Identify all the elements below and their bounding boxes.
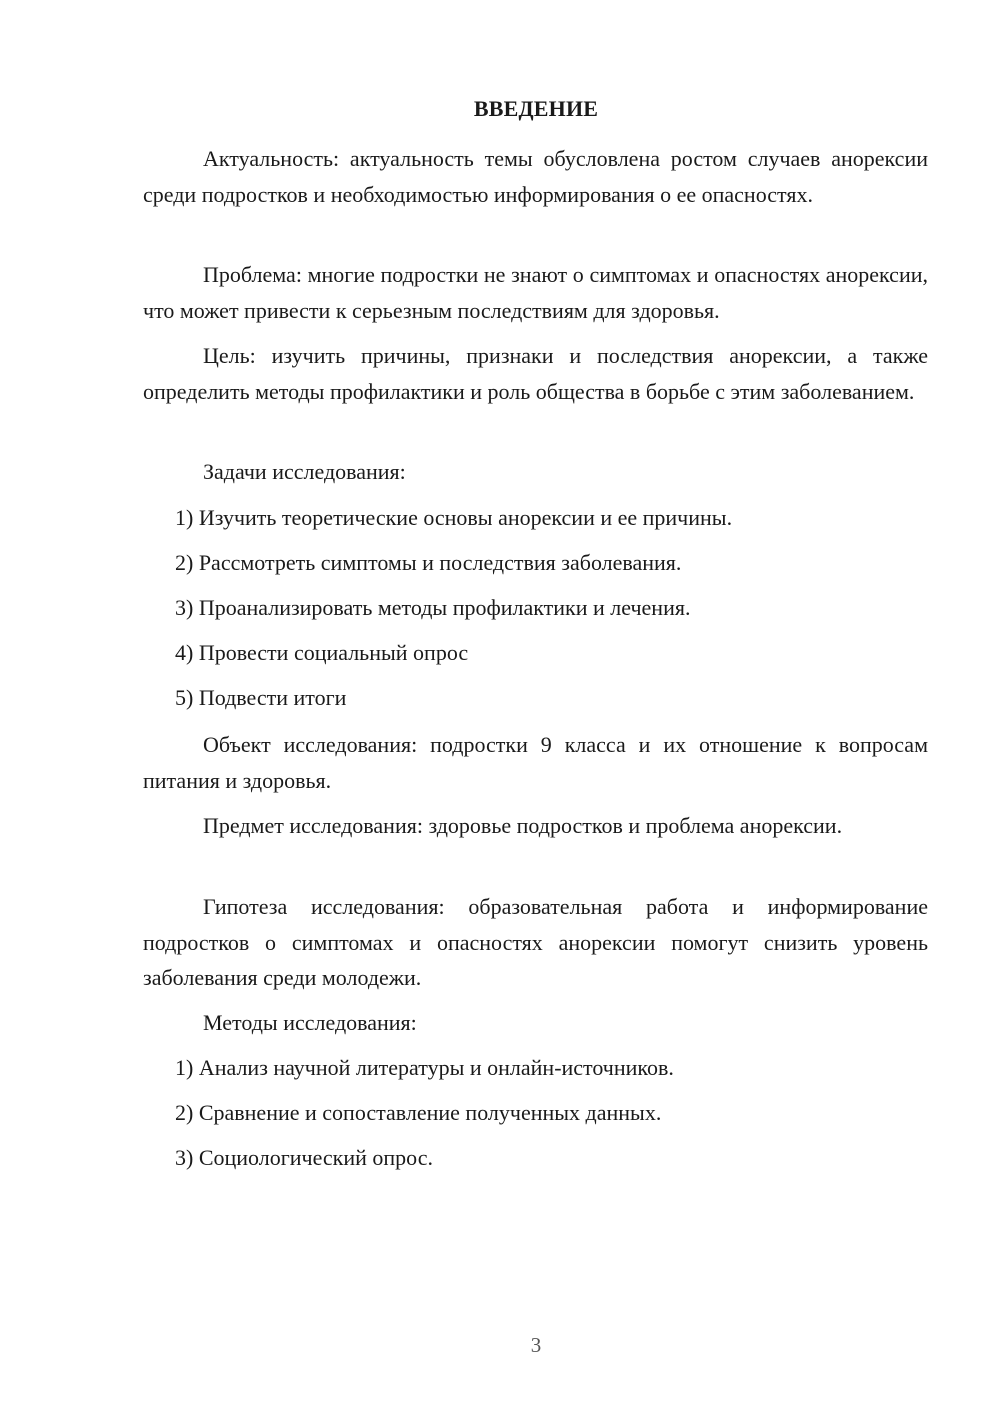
method-item-3: 3) Социологический опрос.: [175, 1145, 433, 1170]
task-item-3: 3) Проанализировать методы профилактики и лечения.: [175, 595, 691, 620]
tasks-heading-text: Задачи исследования:: [203, 459, 406, 484]
subject-text: Предмет исследования: здоровье подростков и проблема анорексии.: [203, 813, 843, 838]
object-paragraph: [143, 727, 928, 798]
method-item-2: 2) Сравнение и сопоставление полученных данных.: [175, 1100, 662, 1125]
task-item-4: 4) Провести социальный опрос: [175, 640, 469, 665]
methods-heading: [143, 1005, 928, 1041]
problem-text: Проблема: многие подростки не знают о симптомах и опасностях анорексии, что может привести к серьезным последствиям для здоровья.: [143, 262, 928, 323]
methods-list-item: [143, 1140, 928, 1176]
tasks-list-item: [143, 635, 928, 671]
goal-paragraph: [143, 338, 928, 409]
methods-list-item: [143, 1050, 928, 1086]
hypothesis-paragraph: [143, 889, 928, 996]
problem-paragraph: [143, 257, 928, 328]
page-number: 3: [530, 1333, 542, 1357]
hypothesis-text: Гипотеза исследования: образовательная работа и информирование подростков о симптомах и опасностях анорексии помогут снизить уровень заболевания среди молодежи.: [143, 894, 928, 990]
method-item-1: 1) Анализ научной литературы и онлайн-источников.: [175, 1055, 674, 1080]
tasks-list-item: [143, 680, 928, 716]
relevance-text: Актуальность: актуальность темы обусловлена ростом случаев анорексии среди подростков и необходимостью информирования о ее опасностях.: [143, 146, 928, 207]
goal-text: Цель: изучить причины, признаки и последствия анорексии, а также определить методы профилактики и роль общества в борьбе с этим заболеванием.: [143, 343, 928, 404]
methods-list-item: [143, 1095, 928, 1131]
tasks-heading: [143, 454, 928, 490]
task-item-5: 5) Подвести итоги: [175, 685, 347, 710]
object-text: Объект исследования: подростки 9 класса и их отношение к вопросам питания и здоровья.: [143, 732, 928, 793]
subject-paragraph: [143, 808, 928, 844]
section-title: ВВЕДЕНИЕ: [473, 96, 599, 121]
relevance-paragraph: [143, 141, 928, 212]
methods-heading-text: Методы исследования:: [203, 1010, 417, 1035]
task-item-1: 1) Изучить теоретические основы анорексии и ее причины.: [175, 505, 733, 530]
tasks-list-item: [143, 545, 928, 581]
tasks-list-item: [143, 590, 928, 626]
task-item-2: 2) Рассмотреть симптомы и последствия заболевания.: [175, 550, 682, 575]
tasks-list-item: [143, 500, 928, 536]
